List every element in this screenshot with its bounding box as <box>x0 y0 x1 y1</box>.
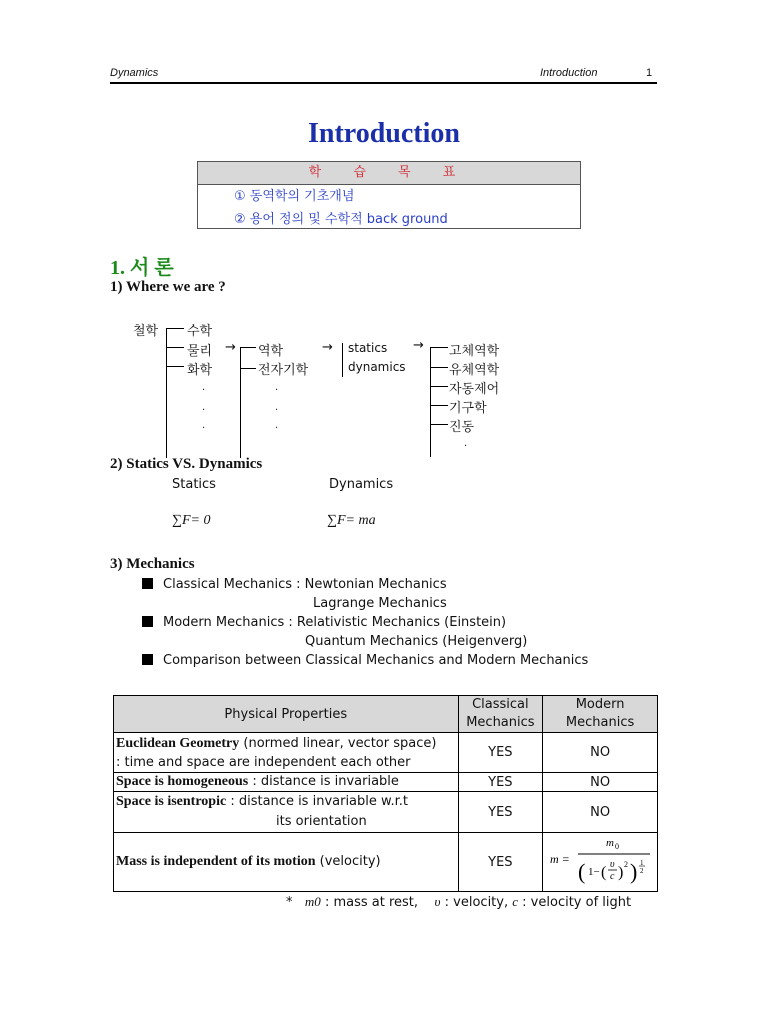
section-title: 1. 서 론 <box>110 257 174 279</box>
property-bold: Space is homogeneous <box>116 774 249 789</box>
tree-node: 유체역학 <box>449 363 500 378</box>
svg-text:): ) <box>618 864 624 881</box>
svg-text:2: 2 <box>624 860 629 869</box>
svg-text:c: c <box>610 871 615 882</box>
svg-text:m =: m = <box>550 852 570 866</box>
svg-text:2: 2 <box>640 867 644 875</box>
table-row <box>114 773 658 792</box>
classical-cell: YES <box>458 792 543 833</box>
bullet-text: Comparison between Classical Mechanics and Modern Mechanics <box>163 653 589 668</box>
svg-text:1−: 1− <box>588 866 600 878</box>
ellipsis-dot: . <box>275 382 279 393</box>
subsection-title: 1) Where we are ? <box>110 279 226 295</box>
ellipsis-dot: . <box>202 420 206 431</box>
statics-label: Statics <box>172 477 216 492</box>
bullet-continuation: Lagrange Mechanics <box>313 596 447 611</box>
tree-node: statics <box>348 341 388 355</box>
footnote-star: * <box>286 895 293 910</box>
svg-text:(: ( <box>578 859 586 884</box>
tree-node: dynamics <box>348 360 406 374</box>
tree-branch <box>240 347 241 458</box>
tree-branch <box>430 347 448 348</box>
classical-cell: YES <box>458 733 543 773</box>
classical-cell: YES <box>458 773 543 792</box>
modern-cell: NO <box>543 792 658 833</box>
subsection-title: 3) Mechanics <box>110 556 195 572</box>
property-cell <box>114 833 459 892</box>
svg-text:): ) <box>630 859 638 884</box>
objective-item: ① 동역학의 기초개념 <box>234 189 355 204</box>
tree-node: 역학 <box>258 344 284 359</box>
tree-node: 화학 <box>187 363 213 378</box>
header-rule <box>110 82 657 84</box>
ellipsis-dot: . <box>464 438 468 449</box>
column-header: Classical Mechanics <box>458 696 543 733</box>
bullet-text: Modern Mechanics : Relativistic Mechanics (Einstein) <box>163 615 507 630</box>
svg-text:1: 1 <box>640 859 644 867</box>
column-header: Modern Mechanics <box>543 696 658 733</box>
svg-text:m: m <box>606 837 615 849</box>
bullet-item <box>142 615 506 630</box>
table-row <box>114 792 658 833</box>
tree-node: 자동제어 <box>449 382 500 397</box>
bullet-square-icon <box>142 616 153 627</box>
page-title: Introduction <box>308 118 460 149</box>
tree-node: 기구학 <box>449 401 487 416</box>
bullet-item <box>142 653 588 668</box>
footnote-text: : velocity, <box>444 895 509 910</box>
arrow: → <box>413 338 424 353</box>
tree-branch <box>342 343 343 377</box>
tree-branch <box>430 405 448 406</box>
classical-cell: YES <box>458 833 543 892</box>
tree-node: 전자기학 <box>258 363 309 378</box>
bullet-square-icon <box>142 578 153 589</box>
modern-cell-formula <box>543 833 658 892</box>
ellipsis-dot: . <box>275 402 279 413</box>
bullet-continuation: Quantum Mechanics (Heigenverg) <box>305 634 528 649</box>
ellipsis-dot: . <box>275 420 279 431</box>
property-cell <box>114 792 459 833</box>
footnote-symbol: υ <box>434 894 441 909</box>
tree-branch <box>166 366 184 367</box>
header-left: Dynamics <box>110 67 159 79</box>
modern-cell: NO <box>543 773 658 792</box>
subsection-title: 2) Statics VS. Dynamics <box>110 456 263 472</box>
arrow: → <box>322 340 333 355</box>
svg-text:0: 0 <box>615 842 620 851</box>
tree-branch <box>166 347 184 348</box>
table-header-row <box>114 696 658 733</box>
property-bold: Euclidean Geometry <box>116 735 240 751</box>
property-bold: Space is isentropic <box>116 794 227 809</box>
bullet-text: Classical Mechanics : Newtonian Mechanics <box>163 577 447 592</box>
bullet-square-icon <box>142 654 153 665</box>
page-number: 1 <box>646 67 653 79</box>
ellipsis-dot: . <box>202 382 206 393</box>
footnote-symbol: c <box>512 894 519 909</box>
footnote-symbol: m0 <box>304 894 321 909</box>
tree-branch <box>430 367 448 368</box>
tree-branch <box>240 368 256 369</box>
property-text: : distance is invariable <box>252 774 399 789</box>
footnote-text: : mass at rest, <box>324 895 419 910</box>
footnote <box>286 894 631 910</box>
objectives-box <box>197 161 581 229</box>
property-bold: Mass is independent of its motion <box>116 854 316 869</box>
svg-text:(: ( <box>601 864 607 881</box>
dynamics-equation: ∑F= ma <box>327 513 376 528</box>
tree-branch <box>430 386 448 387</box>
table-row <box>114 733 658 773</box>
mass-formula <box>548 833 652 887</box>
statics-equation: ∑F= 0 <box>172 513 211 528</box>
tree-node: 진동 <box>449 420 475 435</box>
tree-node: 수학 <box>187 324 213 339</box>
tree-root: 철학 <box>133 324 159 339</box>
tree-branch <box>166 328 184 329</box>
footnote-text: : velocity of light <box>522 895 632 910</box>
property-cell <box>114 773 459 792</box>
column-header: Physical Properties <box>114 696 459 733</box>
bullet-item <box>142 577 447 592</box>
modern-cell: NO <box>543 733 658 773</box>
objectives-heading: 학 습 목 표 <box>198 162 580 185</box>
property-text: : time and space are independent each other <box>116 754 411 770</box>
property-text: its orientation <box>276 814 367 829</box>
objective-item: ② 용어 정의 및 수학적 back ground <box>234 212 448 227</box>
property-text: (normed linear, vector space) <box>243 735 437 751</box>
comparison-table <box>113 695 658 892</box>
tree-branch <box>240 347 256 348</box>
svg-text:υ: υ <box>610 859 615 870</box>
property-cell <box>114 733 459 773</box>
tree-node: 고체역학 <box>449 344 500 359</box>
arrow: → <box>225 340 236 355</box>
dynamics-label: Dynamics <box>329 477 394 492</box>
property-text: (velocity) <box>319 854 381 869</box>
tree-branch <box>430 347 431 457</box>
header-center: Introduction <box>540 67 598 79</box>
ellipsis-dot: . <box>202 402 206 413</box>
property-text: : distance is invariable w.r.t <box>230 794 408 809</box>
table-row <box>114 833 658 892</box>
tree-node: 물리 <box>187 344 213 359</box>
tree-branch <box>430 424 448 425</box>
